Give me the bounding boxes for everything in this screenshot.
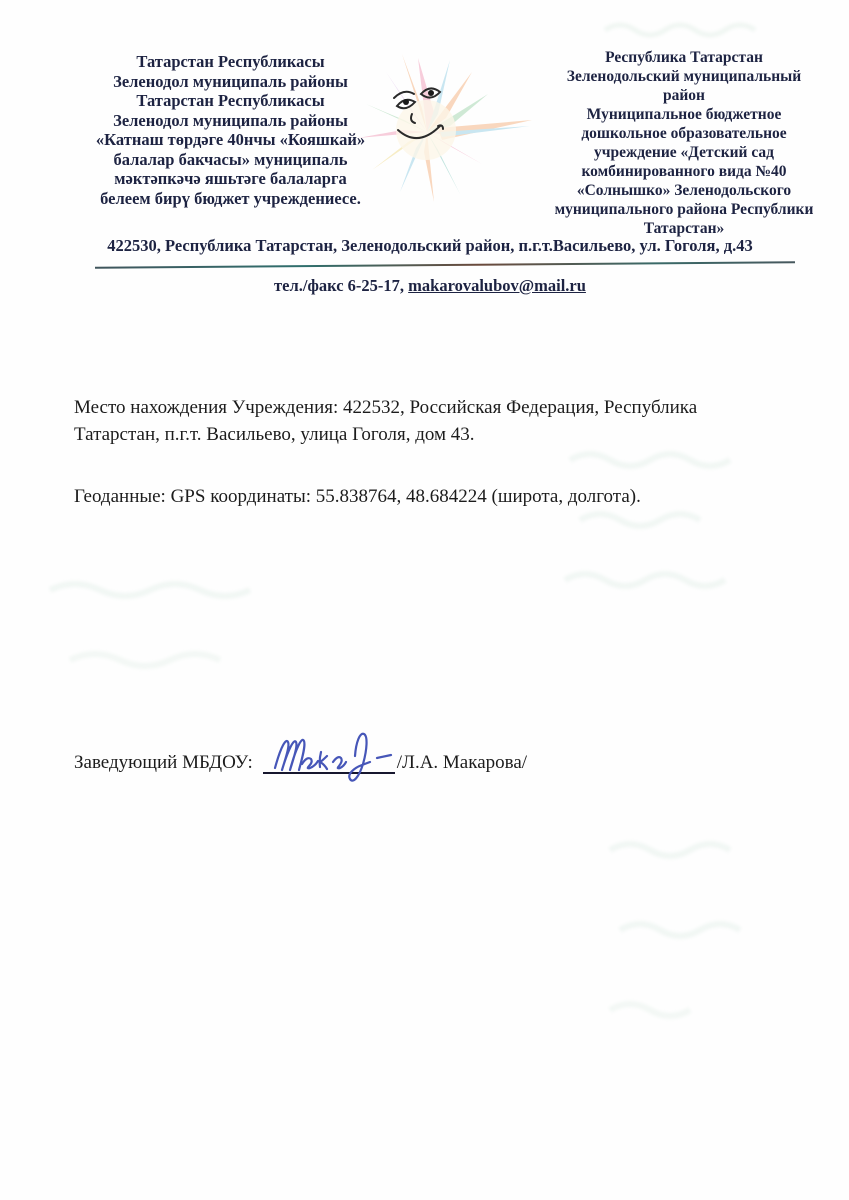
sun-face-logo-icon	[342, 42, 537, 232]
header-line: учреждение «Детский сад	[593, 144, 775, 161]
header-line: Татарстан Республикасы	[136, 52, 325, 71]
header-block-tatar	[78, 52, 383, 208]
location-line: Место нахождения Учреждения: 422532, Российская Федерация, Республика	[74, 397, 698, 418]
header-line: «Катнаш төрдәге 40нчы «Кояшкай»	[95, 130, 366, 149]
signature-label: Заведующий МБДОУ:	[74, 752, 253, 773]
contact-line	[60, 276, 800, 296]
bleed-through-artifact	[600, 820, 820, 1080]
handwritten-signature	[269, 728, 397, 786]
body-text	[74, 394, 804, 545]
header-line: дошкольное образовательное	[581, 125, 787, 142]
signature-name: /Л.А. Макарова/	[396, 752, 528, 773]
header-line: Зеленодол муниципаль районы	[113, 110, 348, 130]
header-line: Республика Татарстан	[605, 49, 763, 66]
header-divider	[95, 261, 795, 268]
signature-line	[263, 746, 395, 774]
header-line: мәктәпкәчә яшьтәге балаларга	[114, 169, 347, 188]
header-line: комбинированного вида №40	[581, 163, 787, 180]
header-line: Зеленодол муниципаль районы	[113, 71, 348, 91]
location-line: Татарстан, п.г.т. Васильево, улица Гоголя, дом 43.	[74, 424, 475, 445]
header-line: Татарстан Республикасы	[136, 91, 325, 110]
header-line: Муниципальное бюджетное	[586, 106, 782, 123]
header-line: Татарстан»	[643, 220, 725, 237]
header-line: район	[663, 87, 705, 104]
signature-row	[74, 746, 527, 776]
header-line: балалар бакчасы» муниципаль	[113, 149, 348, 169]
email-link[interactable]: makarovalubov@mail.ru	[408, 276, 586, 295]
phone-fax-text: тел./факс 6-25-17,	[274, 276, 409, 295]
location-paragraph	[74, 394, 804, 448]
header-line: белеем бирү бюджет учреждениесе.	[100, 188, 361, 208]
header-block-russian	[528, 48, 840, 238]
geodata-paragraph: Геоданные: GPS координаты: 55.838764, 48.684224 (широта, долгота).	[74, 486, 641, 507]
bleed-through-artifact	[600, 10, 800, 50]
bleed-through-artifact	[40, 560, 340, 720]
header-line: «Солнышко» Зеленодольского	[576, 182, 792, 199]
address-line: 422530, Республика Татарстан, Зеленодольский район, п.г.т.Васильево, ул. Гоголя, д.43	[107, 236, 753, 255]
header-line: Зеленодольский муниципальный	[566, 68, 802, 85]
header-line: муниципального района Республики	[554, 201, 814, 218]
